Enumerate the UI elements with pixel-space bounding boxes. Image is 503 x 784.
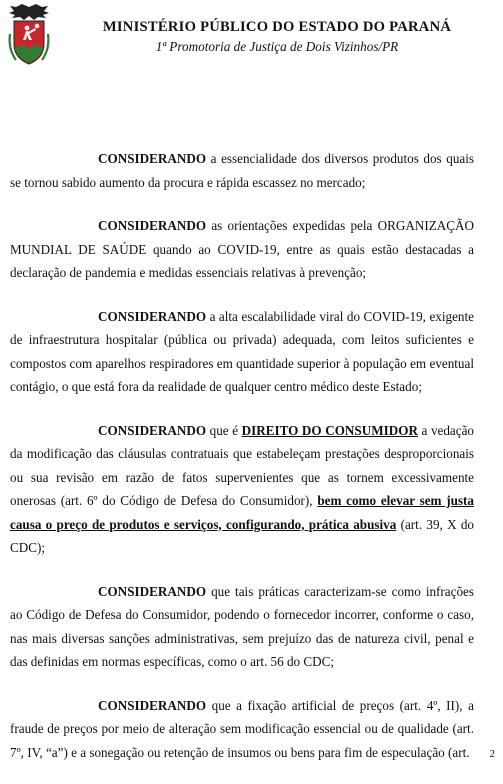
paragraph-text: a essencialidade dos diversos produtos dos quais se tornou sabido aumento da procura e rápida escassez no mercado; [10,151,474,190]
paragraph-lead: CONSIDERANDO [98,151,207,166]
paragraph-6 [10,694,474,765]
paragraph-3 [10,305,474,399]
letterhead [0,0,503,80]
paragraph-4 [10,419,474,560]
organization-name: MINISTÉRIO PÚBLICO DO ESTADO DO PARANÁ [102,19,452,35]
paragraph-lead: CONSIDERANDO [98,697,207,713]
unit-name: 1ª Promotoria de Justiça de Dois Vizinhos/PR [155,39,399,54]
paragraph-lead: CONSIDERANDO [98,218,207,233]
paragraph-text: a alta escalabilidade viral do COVID-19, exigente de infraestrutura hospitalar (pública ou privada) adequada, com leitos suficientes e compostos com aparelhos respiradores em quantidade superior à população em eventual contágio, o que está fora da realidade de qualquer centro médico deste Estado; [10,308,474,394]
paragraph-text: (art. 39, X do CDC); [10,516,474,555]
paragraph-text: que a fixação artificial de preços (art. 4º, II), a fraude de preços por meio de alteração sem modificação essencial ou de qualidade (art. 7º, IV, “a”) e a sonegação ou retenção de insumos ou bens para fim de especulação (art. [10,697,474,760]
paragraph-lead: CONSIDERANDO [98,422,207,438]
document-body [10,147,474,784]
page-number: 2 [489,748,495,760]
paragraph-1 [10,147,474,194]
paragraph-lead: CONSIDERANDO [98,583,207,599]
emphasis-abusive-practice: bem como elevar sem justa causa o preço de produtos e serviços, configurando, prática abusiva [10,493,474,532]
paragraph-5 [10,580,474,674]
parana-coat-of-arms-icon [6,4,52,66]
paragraph-text: as orientações expedidas pela ORGANIZAÇÃO MUNDIAL DE SAÚDE quando ao COVID-19, entre as quais estão destacadas a declaração de pandemia e medidas essenciais relativas à prevenção; [10,218,474,280]
paragraph-text: a vedação da modificação das cláusulas contratuais que estabeleçam prestações desproporcionais ou sua revisão em razão de fatos supervenientes que as tornem excessivamente onerosas (art. 6º do Código de Defesa do Consumidor), [10,422,474,508]
paragraph-text: que tais práticas caracterizam-se como infrações ao Código de Defesa do Consumidor, podendo o fornecedor incorrer, conforme o caso, nas mais diversas sanções administrativas, sem prejuízo das de natureza civil, penal e das definidas em normas específicas, como o art. 56 do CDC; [10,583,474,669]
paragraph-lead: CONSIDERANDO [98,308,207,324]
paragraph-2 [10,214,474,285]
paragraph-text: que é [206,422,242,438]
emphasis-consumer-right: DIREITO DO CONSUMIDOR [241,422,418,438]
